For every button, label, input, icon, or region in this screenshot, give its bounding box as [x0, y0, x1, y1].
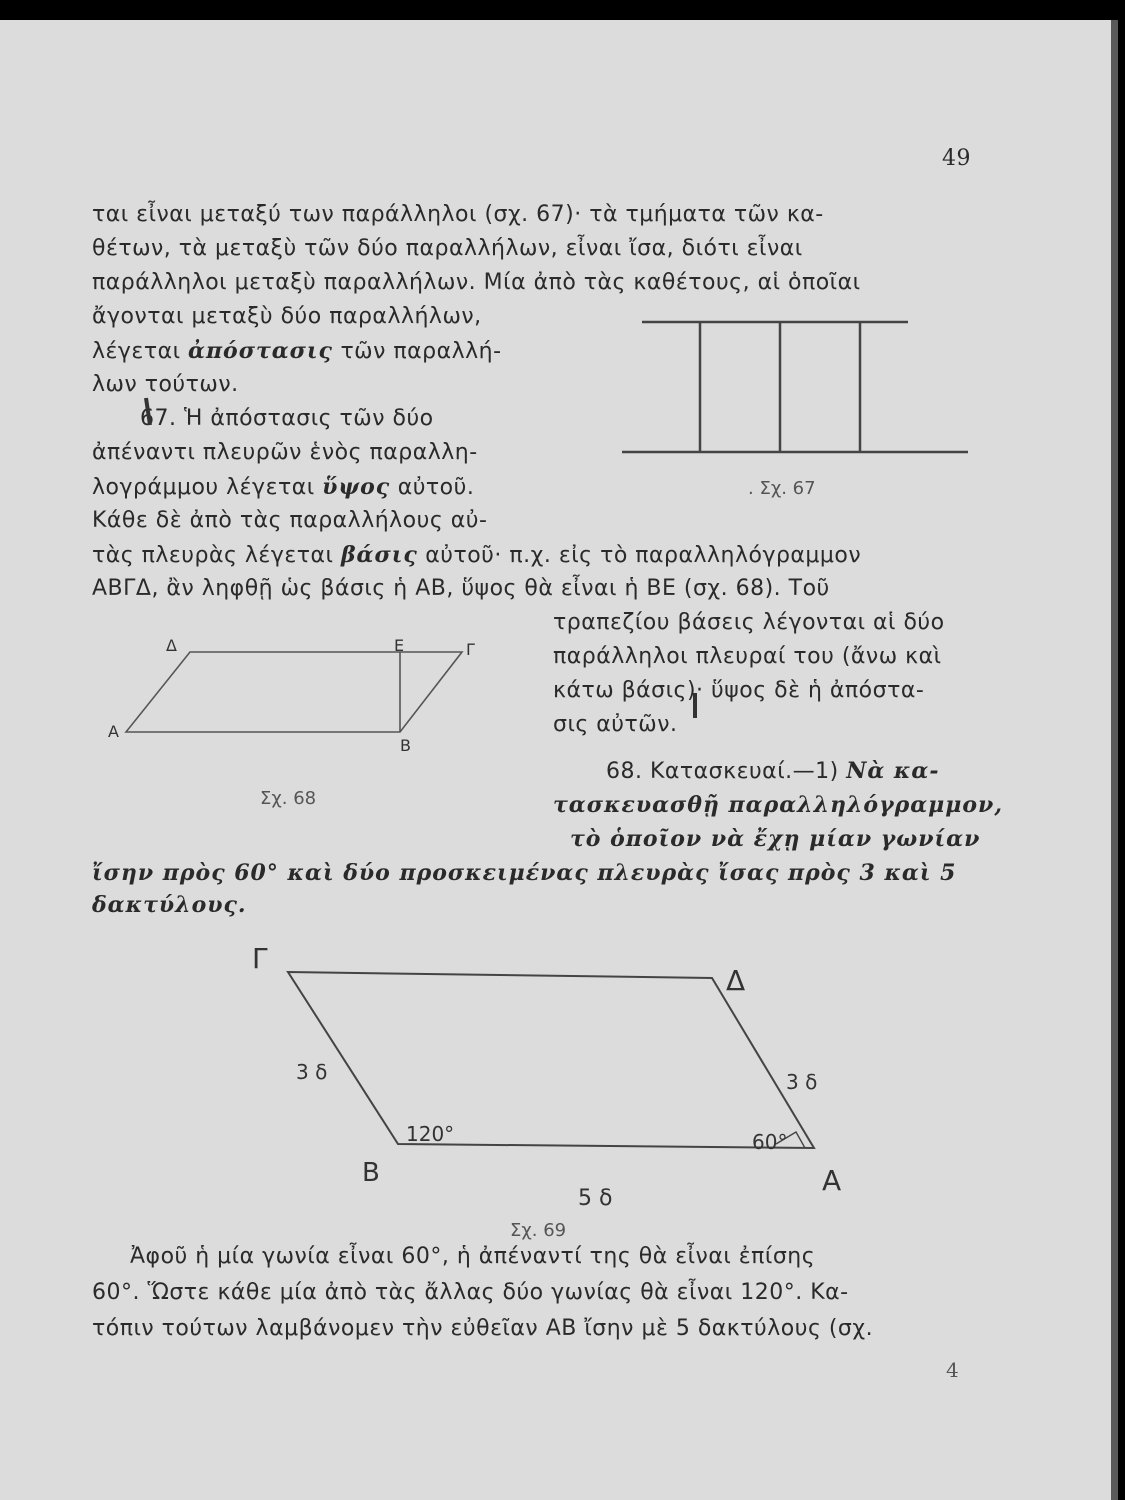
fig69-label-delta: Δ	[726, 964, 746, 997]
fig69-side-left: 3 δ	[296, 1060, 328, 1084]
fig68-label-delta: Δ	[166, 636, 177, 655]
page-number: 49	[942, 146, 971, 171]
term-base: βάσις	[340, 542, 418, 568]
figure-67-caption: . Σχ. 67	[748, 478, 816, 499]
task-text: τὸ ὁποῖον νὰ ἔχῃ μίαν γωνίαν	[570, 826, 981, 852]
fig69-label-alpha: Α	[822, 1164, 842, 1197]
fig68-label-gamma: Γ	[466, 640, 475, 659]
fig69-angle-a: 60°	[752, 1130, 788, 1154]
task-text: τασκευασθῇ παραλληλόγραμμον,	[553, 792, 1003, 818]
text-line: παράλληλοι πλευραί του (ἄνω καὶ	[553, 644, 942, 669]
book-page	[0, 20, 1118, 1500]
text-line: παράλληλοι μεταξὺ παραλλήλων. Μία ἀπὸ τὰς καθέτους, αἱ ὁποῖαι	[92, 270, 861, 295]
margin-pen-marks	[146, 398, 695, 718]
text-line: 67. Ἡ ἀπόστασις τῶν δύο	[140, 406, 434, 431]
figure-68-caption: Σχ. 68	[260, 788, 317, 809]
text-line: τραπεζίου βάσεις λέγονται αἱ δύο	[553, 610, 945, 635]
fig69-angle-b: 120°	[406, 1122, 455, 1146]
fig68-label-alpha: Α	[108, 722, 119, 741]
text-span: 68. Κατασκευαί.—1)	[606, 759, 839, 784]
term-distance: ἀπόστασις	[188, 338, 333, 364]
text-line: ται εἶναι μεταξύ των παράλληλοι (σχ. 67)· τὰ τμήματα τῶν κα-	[92, 202, 824, 227]
text-line: Κάθε δὲ ἀπὸ τὰς παραλλήλους αὐ-	[92, 508, 488, 533]
fig68-label-beta: Β	[400, 736, 411, 755]
text-line: τόπιν τούτων λαμβάνομεν τὴν εὐθεῖαν ΑΒ ἴσην μὲ 5 δακτύλους (σχ.	[92, 1316, 874, 1341]
text-line: σις αὐτῶν.	[553, 712, 678, 737]
text-span: αὐτοῦ.	[397, 475, 475, 500]
text-line: ἄγονται μεταξὺ δύο παραλλήλων,	[92, 304, 482, 329]
fig69-side-right: 3 δ	[786, 1070, 818, 1094]
text-span: τὰς πλευρὰς λέγεται	[92, 543, 334, 568]
text-line: ΑΒΓΔ, ἂν ληφθῇ ὡς βάσις ἡ ΑΒ, ὕψος θὰ εἶναι ἡ ΒΕ (σχ. 68). Τοῦ	[92, 576, 830, 601]
text-span: λέγεται	[92, 339, 181, 364]
task-text: ἴσην πρὸς 60° καὶ δύο προσκειμένας πλευρὰς ἴσας πρὸς 3 καὶ 5	[92, 860, 957, 886]
task-text: Νὰ κα-	[846, 758, 940, 784]
figure-69	[288, 972, 814, 1148]
fig69-label-beta: Β	[362, 1158, 380, 1188]
fig68-label-epsilon: Ε	[394, 636, 405, 655]
figures-layer	[0, 20, 1118, 1500]
text-span: τῶν παραλλή-	[340, 339, 502, 364]
task-text: δακτύλους.	[92, 892, 247, 918]
figure-68	[126, 652, 462, 732]
figure-69-caption: Σχ. 69	[510, 1220, 567, 1241]
fig69-label-gamma: Γ	[252, 942, 268, 975]
text-line: λων τούτων.	[92, 372, 239, 397]
term-height: ὕψος	[322, 474, 391, 500]
signature-mark: 4	[946, 1358, 960, 1382]
text-line: ἀπέναντι πλευρῶν ἑνὸς παραλλη-	[92, 440, 478, 465]
text-line: 60°. Ὥστε κάθε μία ἀπὸ τὰς ἄλλας δύο γωνίας θὰ εἶναι 120°. Κα-	[92, 1280, 849, 1305]
fig69-side-bottom: 5 δ	[578, 1186, 613, 1211]
figure-67	[622, 322, 968, 452]
text-span: αὐτοῦ· π.χ. εἰς τὸ παραλληλόγραμμον	[425, 543, 862, 568]
text-line: κάτω βάσις)· ὕψος δὲ ἡ ἀπόστα-	[553, 678, 925, 703]
text-line: Ἀφοῦ ἡ μία γωνία εἶναι 60°, ἡ ἀπέναντί της θὰ εἶναι ἐπίσης	[130, 1244, 816, 1269]
text-span: λογράμμου λέγεται	[92, 475, 315, 500]
text-line: θέτων, τὰ μεταξὺ τῶν δύο παραλλήλων, εἶναι ἴσα, διότι εἶναι	[92, 236, 803, 261]
